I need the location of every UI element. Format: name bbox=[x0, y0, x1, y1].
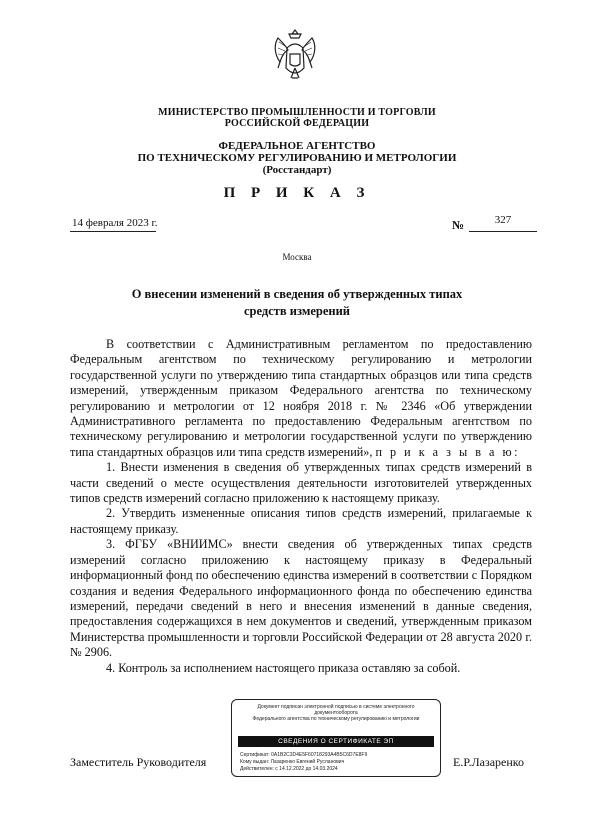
preamble-text: В соответствии с Административным регламентом по предоставлению Федеральным агентством по техническому регулированию и метрологии государственной услуги по утверждению типа стандартных образцов или типа средств измерений, утвержденным приказом Федерального агентства по техническому регулированию и метрологии от 12 ноября 2018 г. № 2346 «Об утверждении Административного регламента по предоставлению Федеральным агентством по техническому регулированию и метрологии государственной услуги по утверждению типа стандартных образцов или типа средств измерений», bbox=[70, 337, 532, 459]
order-word: п р и к а з ы в а ю: bbox=[375, 444, 520, 459]
order-body bbox=[70, 337, 532, 676]
agency-name bbox=[0, 140, 594, 176]
subject-line-1: О внесении изменений в сведения об утвержденных типах bbox=[131, 287, 463, 301]
paragraph-item-3: 3. ФГБУ «ВНИИМС» внести сведения об утвержденных типах средств измерений согласно приложению к настоящему приказу в Федеральный информационный фонд по обеспечению единства измерений в соответствии с Порядком создания и ведения Федерального информационного фонда по обеспечению единства измерений, передачи сведений в него и внесения изменений в данные сведения, предоставления содержащихся в нем документов и сведений, утвержденным приказом Министерства промышленности и торговли Российской Федерации от 28 августа 2020 г. № 2906. bbox=[70, 537, 532, 660]
signatory-role: Заместитель Руководителя bbox=[70, 755, 207, 769]
paragraph-item-4: 4. Контроль за исполнением настоящего приказа оставляю за собой. bbox=[106, 660, 461, 675]
number-sign: № bbox=[452, 218, 465, 232]
stamp-owner: Кому выдан: Лазаренко Евгений Русланович bbox=[240, 759, 345, 765]
order-number: 327 bbox=[494, 214, 512, 226]
stamp-header-line-2: Федерального агентства по техническому регулированию и метрологии bbox=[252, 716, 420, 722]
agency-line-3: (Росстандарт) bbox=[262, 164, 332, 176]
stamp-header-line-1: Документ подписан электронной подписью в системе электронного документооборота bbox=[257, 704, 415, 716]
ministry-line-1: МИНИСТЕРСТВО ПРОМЫШЛЕННОСТИ И ТОРГОВЛИ bbox=[158, 107, 436, 118]
signatory-name: Е.Р.Лазаренко bbox=[453, 755, 525, 769]
city: Москва bbox=[282, 252, 312, 262]
ministry-line-2: РОССИЙСКОЙ ФЕДЕРАЦИИ bbox=[224, 118, 370, 129]
number-underline bbox=[469, 231, 537, 232]
stamp-validity: Действителен: с 14.12.2022 до 14.03.2024 bbox=[240, 766, 338, 772]
stamp-header bbox=[236, 704, 436, 722]
stamp-details bbox=[240, 752, 436, 773]
subject-line-2: средств измерений bbox=[244, 304, 350, 318]
agency-line-1: ФЕДЕРАЛЬНОЕ АГЕНТСТВО bbox=[218, 140, 376, 152]
order-title: П Р И К А З bbox=[223, 185, 371, 201]
order-date: 14 февраля 2023 г. bbox=[72, 217, 158, 229]
order-subject bbox=[100, 286, 494, 320]
electronic-signature-stamp bbox=[231, 699, 441, 777]
ministry-name bbox=[0, 107, 594, 129]
paragraph-item-2: 2. Утвердить измененные описания типов средств измерений, прилагаемые к настоящему приказу. bbox=[70, 506, 532, 536]
paragraph-item-1: 1. Внести изменения в сведения об утвержденных типах средств измерений в части сведений о месте осуществления деятельности изготовителей утвержденных типов средств измерений согласно приложению к настоящему приказу. bbox=[70, 460, 532, 506]
paragraph-preamble bbox=[70, 337, 532, 460]
coat-of-arms-icon bbox=[270, 26, 320, 86]
stamp-title: СВЕДЕНИЯ О СЕРТИФИКАТЕ ЭП bbox=[238, 736, 434, 747]
date-underline bbox=[70, 231, 156, 232]
agency-line-2: ПО ТЕХНИЧЕСКОМУ РЕГУЛИРОВАНИЮ И МЕТРОЛОГИИ bbox=[137, 152, 457, 164]
stamp-certificate: Сертификат: 0A1B2C3D4E5F60718293A4B5C6D7E8F9 bbox=[240, 752, 368, 758]
